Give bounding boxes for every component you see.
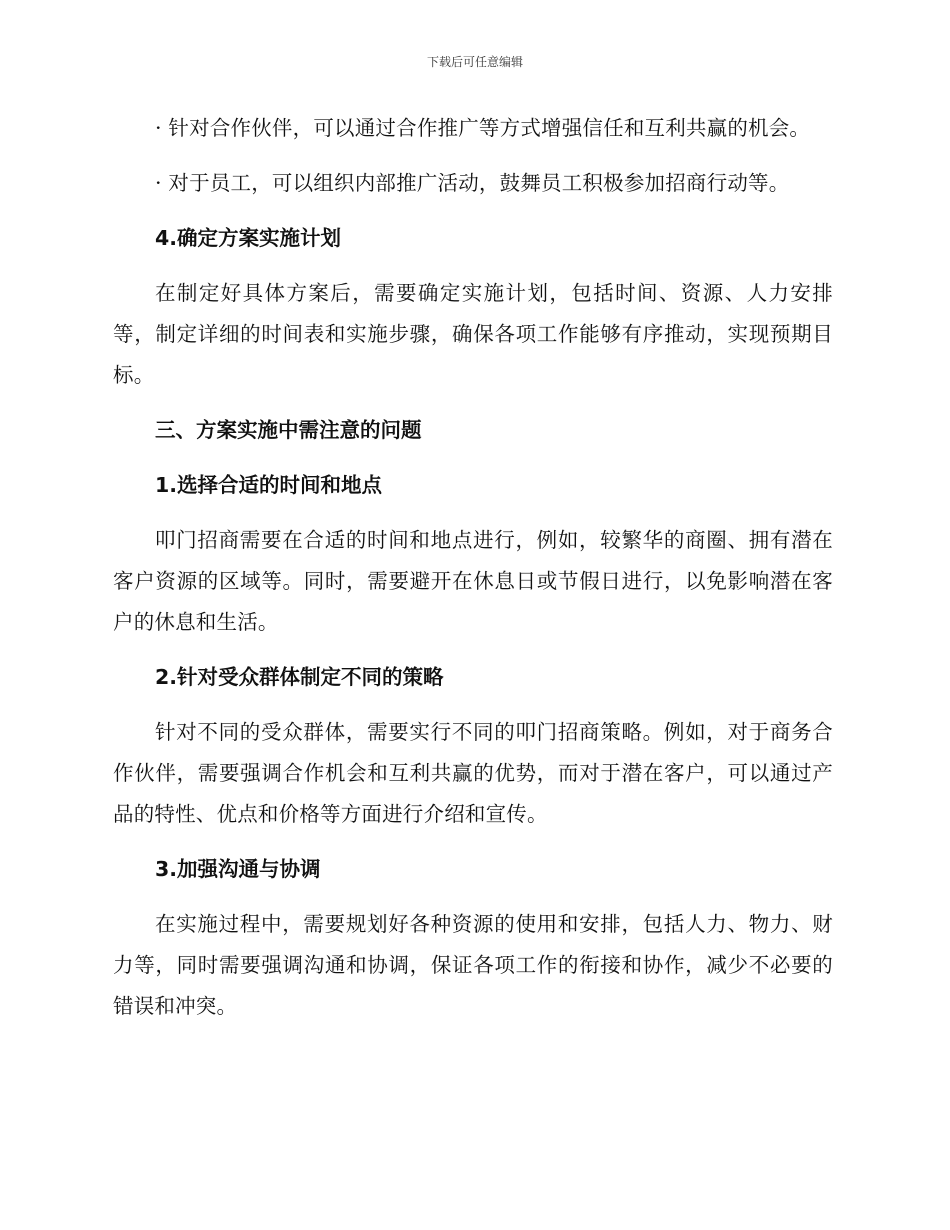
paragraph-time-location: 叩门招商需要在合适的时间和地点进行，例如，较繁华的商圈、拥有潜在客户资源的区域等。同时，需要避开在休息日或节假日进行，以免影响潜在客户的休息和生活。 [113, 528, 833, 634]
heading-audience-strategy: 2.针对受众群体制定不同的策略 [155, 665, 444, 689]
paragraph-communication: 在实施过程中，需要规划好各种资源的使用和安排，包括人力、物力、财力等，同时需要强调沟通和协调，保证各项工作的衔接和协作，减少不必要的错误和冲突。 [113, 912, 833, 1018]
heading-implementation-plan: 4.确定方案实施计划 [155, 226, 342, 250]
bullet-partners: · 针对合作伙伴，可以通过合作推广等方式增强信任和互利共赢的机会。 [155, 116, 811, 140]
page-header: 下载后可任意编辑 [426, 55, 523, 69]
paragraph-implementation-plan: 在制定好具体方案后，需要确定实施计划，包括时间、资源、人力安排等，制定详细的时间表和实施步骤，确保各项工作能够有序推动，实现预期目标。 [113, 281, 833, 387]
bullet-employees: · 对于员工，可以组织内部推广活动，鼓舞员工积极参加招商行动等。 [155, 171, 790, 195]
document-body [113, 108, 833, 1041]
section-heading-issues: 三、方案实施中需注意的问题 [155, 418, 422, 442]
paragraph-audience-strategy: 针对不同的受众群体，需要实行不同的叩门招商策略。例如，对于商务合作伙伴，需要强调合作机会和互利共赢的优势，而对于潜在客户，可以通过产品的特性、优点和价格等方面进行介绍和宣传。 [113, 720, 833, 826]
heading-communication: 3.加强沟通与协调 [155, 857, 321, 881]
heading-time-location: 1.选择合适的时间和地点 [155, 473, 383, 497]
